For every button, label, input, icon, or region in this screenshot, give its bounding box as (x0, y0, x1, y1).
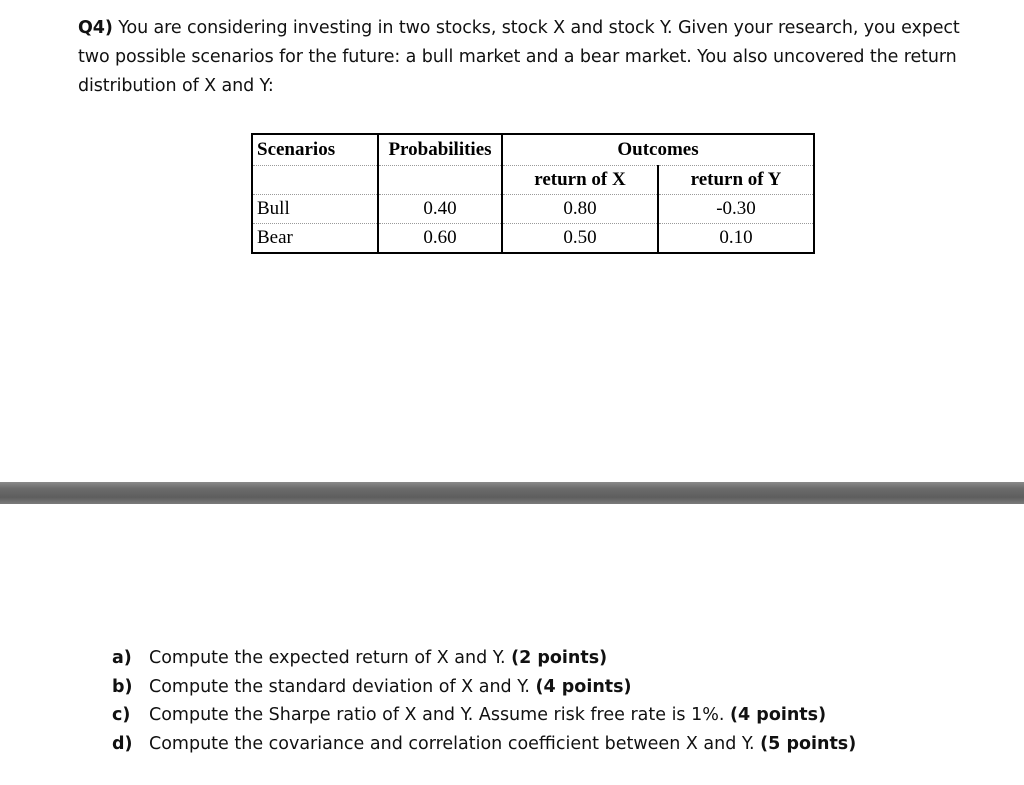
sub-question-letter: a) (112, 648, 132, 668)
table-row (252, 195, 814, 224)
sub-question-points: (4 points) (535, 676, 632, 697)
question-number: Q4) (78, 18, 113, 38)
return-distribution-table (251, 133, 815, 254)
table-row (252, 224, 814, 254)
sub-question-text: Compute the Sharpe ratio of X and Y. Assume risk free rate is 1%. (149, 705, 725, 725)
subheader-return-x: return of X (502, 166, 658, 195)
sub-question-text: Compute the expected return of X and Y. (149, 648, 506, 668)
subheader-empty-2 (378, 166, 502, 195)
table-subheader-row (252, 166, 814, 195)
cell-return-x: 0.50 (502, 224, 658, 254)
sub-question-letter: c) (112, 705, 131, 725)
sub-question-c (112, 701, 856, 730)
question-text: You are considering investing in two stocks, stock X and stock Y. Given your research, you expect two possible scenarios for the future: a bull market and a bear market. You also uncovered the return distribution of X and Y: (78, 18, 960, 96)
header-probabilities: Probabilities (378, 134, 502, 166)
sub-questions-list (112, 644, 856, 758)
sub-question-letter: d) (112, 733, 133, 754)
sub-question-points: (2 points) (511, 648, 608, 668)
sub-question-points: (4 points) (730, 705, 827, 725)
cell-return-x: 0.80 (502, 195, 658, 224)
sub-question-d (112, 730, 856, 759)
sub-question-b (112, 673, 856, 702)
header-scenarios: Scenarios (252, 134, 378, 166)
page-divider (0, 482, 1024, 504)
sub-question-text: Compute the standard deviation of X and Y. (149, 676, 530, 697)
table-header-row (252, 134, 814, 166)
sub-question-text: Compute the covariance and correlation coefficient between X and Y. (149, 733, 755, 754)
cell-return-y: -0.30 (658, 195, 814, 224)
header-outcomes: Outcomes (502, 134, 814, 166)
cell-probability: 0.40 (378, 195, 502, 224)
subheader-return-y: return of Y (658, 166, 814, 195)
sub-question-letter: b) (112, 676, 133, 697)
cell-scenario: Bull (252, 195, 378, 224)
sub-question-points: (5 points) (760, 733, 857, 754)
cell-scenario: Bear (252, 224, 378, 254)
cell-return-y: 0.10 (658, 224, 814, 254)
question-intro (78, 14, 978, 101)
sub-question-a (112, 644, 856, 673)
subheader-empty-1 (252, 166, 378, 195)
cell-probability: 0.60 (378, 224, 502, 254)
